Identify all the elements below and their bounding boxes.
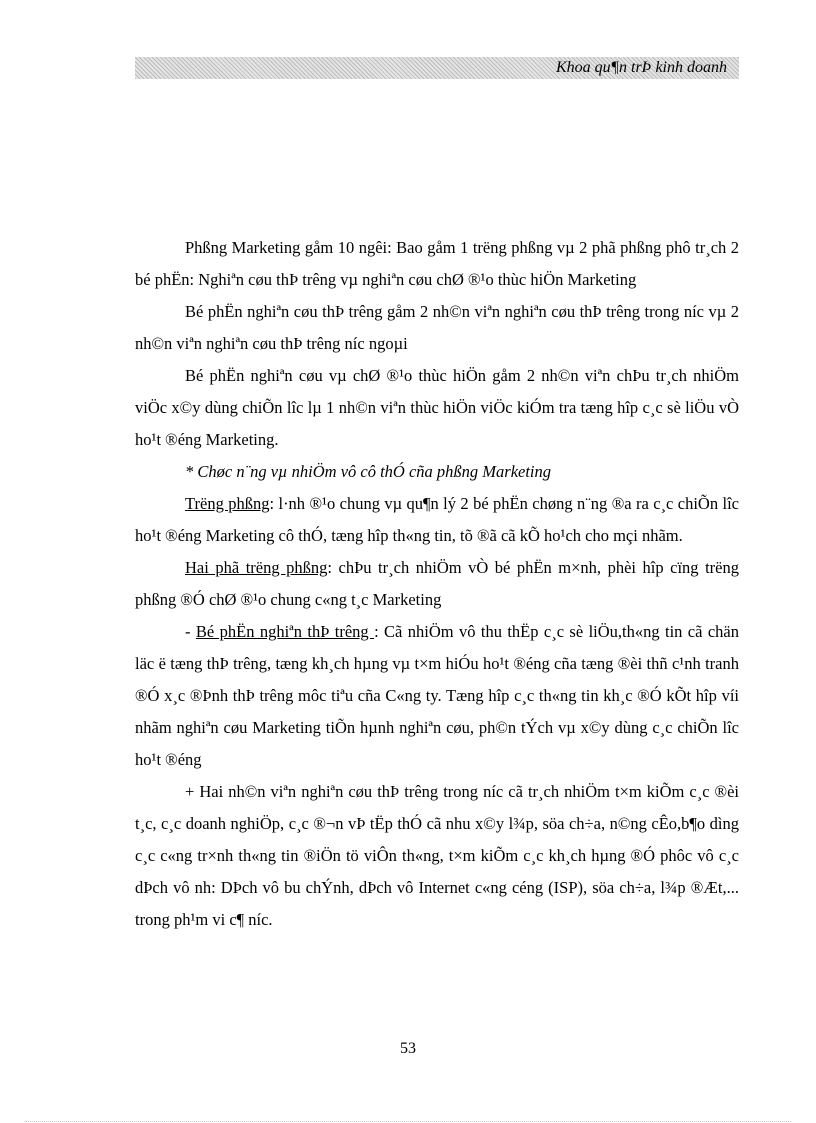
header-title: Khoa qu¶n trÞ kinh doanh xyxy=(555,59,727,76)
page-number: 53 xyxy=(400,1040,416,1057)
bottom-divider xyxy=(25,1121,791,1122)
label-deputy-heads: Hai phã trëng phßng xyxy=(185,558,328,577)
paragraph-market-research-unit: Bé phËn nghiªn cøu thÞ trêng gåm 2 nh©n viªn nghiªn cøu thÞ trêng trong níc vµ 2 nh©n viªn nghiªn cøu thÞ trêng níc ngoµi xyxy=(135,302,739,353)
section-heading-functions: * Chøc n¨ng vµ nhiÖm vô cô thÓ cña phßng Marketing xyxy=(185,462,552,481)
paragraph-deputy-heads xyxy=(135,552,739,616)
paragraph-implementation-unit: Bé phËn nghiªn cøu vµ chØ ®¹o thùc hiÖn gåm 2 nh©n viªn chÞu tr¸ch nhiÖm viÖc x©y dùng chiÕn lîc lµ 1 nh©n viªn thùc hiÖn viÖc kiÓm tra tæng hîp c¸c sè liÖu vÒ ho¹t ®éng Marketing. xyxy=(135,366,739,449)
paragraph-department-head xyxy=(135,488,739,552)
page-header-band xyxy=(135,57,739,79)
paragraph-department-overview: Phßng Marketing gåm 10 ngêi: Bao gåm 1 trëng phßng vµ 2 phã phßng phô tr¸ch 2 bé phËn: Nghiªn cøu thÞ trêng vµ nghiªn cøu chØ ®¹o thùc hiÖn Marketing xyxy=(135,238,739,289)
text-deputy-heads: : chÞu tr¸ch nhiÖm vÒ bé phËn m×nh, phèi hîp cïng trëng phßng ®Ó chØ ®¹o chung c«ng t¸c Marketing xyxy=(135,558,739,609)
bullet-dash: - xyxy=(185,622,196,641)
label-department-head: Trëng phßng xyxy=(185,494,270,513)
paragraph-research-unit-duties xyxy=(135,616,739,776)
label-research-unit: Bé phËn nghiªn thÞ trêng xyxy=(195,622,375,641)
text-research-unit: : Cã nhiÖm vô thu thËp c¸c sè liÖu,th«ng tin cã chän läc ë tæng thÞ trêng, tæng kh¸ch hµng vµ t×m hiÓu ho¹t ®éng cña tæng ®èi thñ c¹nh tranh ®Ó x¸c ®Þnh thÞ trêng môc tiªu cña C«ng ty. Tæng hîp c¸c th«ng tin kh¸c ®Ó kÕt hîp víi nhãm nghiªn cøu Marketing tiÕn hµnh nghiªn cøu, ph©n tÝch vµ x©y dùng c¸c chiÕn lîc ho¹t ®éng xyxy=(135,622,739,769)
document-body xyxy=(135,232,739,936)
paragraph-domestic-researchers: + Hai nh©n viªn nghiªn cøu thÞ trêng trong níc cã tr¸ch nhiÖm t×m kiÕm c¸c ®èi t¸c, c¸c doanh nghiÖp, c¸c ®¬n vÞ tËp thÓ cã nhu x©y l¾p, söa ch÷a, n©ng cÊo,b¶o dìng c¸c c«ng tr×nh th«ng tin ®iÖn tö viÔn th«ng, t×m kiÕm c¸c kh¸ch hµng ®Ó phôc vô c¸c dÞch vô nh: DÞch vô bu chÝnh, dÞch vô Internet c«ng céng (ISP), söa ch÷a, l¾p ®Æt,... trong ph¹m vi c¶ níc. xyxy=(135,782,739,929)
text-department-head: : l·nh ®¹o chung vµ qu¶n lý 2 bé phËn chøng n¨ng ®a ra c¸c chiÕn lîc ho¹t ®éng Marketing cô thÓ, tæng hîp th«ng tin, tõ ®ã cã kÕ ho¹ch cho mçi nhãm. xyxy=(135,494,739,545)
